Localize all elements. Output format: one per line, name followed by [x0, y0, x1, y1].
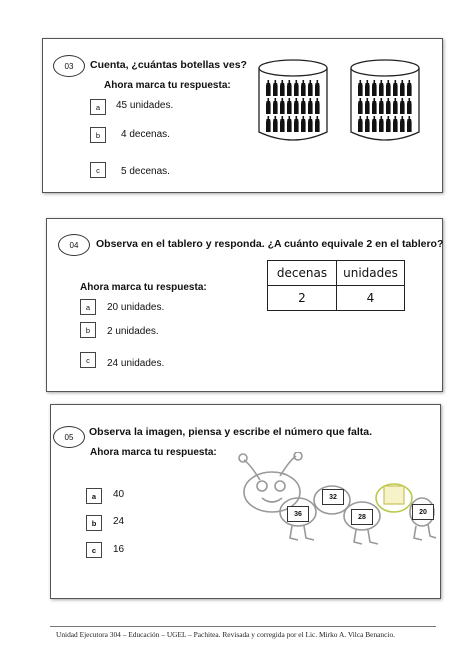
option-c-checkbox[interactable]: c: [90, 162, 106, 178]
caterpillar-number-36: 36: [287, 506, 309, 522]
option-a-label: 40: [113, 489, 125, 500]
place-value-table: [267, 260, 405, 311]
missing-number-box: [384, 486, 404, 504]
caterpillar-number-28: 28: [351, 509, 373, 525]
option-a-label: 45 unidades.: [116, 100, 174, 111]
option-c-label: 24 unidades.: [107, 358, 165, 369]
caterpillar-number-32: 32: [322, 489, 344, 505]
option-c-checkbox[interactable]: c: [86, 542, 102, 558]
option-b-checkbox[interactable]: b: [80, 322, 96, 338]
question-number-03: 03: [53, 55, 85, 77]
option-b-label: 4 decenas.: [121, 129, 170, 140]
question-03-prompt: Ahora marca tu respuesta:: [104, 80, 231, 91]
option-a-checkbox[interactable]: a: [80, 299, 96, 315]
option-b-label: 24: [113, 516, 125, 527]
footer-text: Unidad Ejecutora 304 – Educación – UGEL – Pachitea. Revisada y corregida por el Lic. Mirko A. Vilca Benancio.: [56, 630, 396, 639]
question-05-text: Observa la imagen, piensa y escribe el número que falta.: [89, 426, 373, 438]
option-c-label: 16: [113, 544, 125, 555]
table-value-decenas: 2: [268, 286, 337, 311]
option-b-label: 2 unidades.: [107, 326, 159, 337]
table-value-unidades: 4: [337, 286, 405, 311]
question-number-04: 04: [58, 234, 90, 256]
option-a-checkbox[interactable]: a: [86, 488, 102, 504]
option-a-checkbox[interactable]: a: [90, 99, 106, 115]
option-b-checkbox[interactable]: b: [86, 515, 102, 531]
bottle-crates-image: [255, 58, 431, 146]
question-04-prompt: Ahora marca tu respuesta:: [80, 282, 207, 293]
table-header-decenas: decenas: [268, 261, 337, 286]
option-a-label: 20 unidades.: [107, 302, 165, 313]
crate-right: [351, 60, 419, 140]
option-c-checkbox[interactable]: c: [80, 352, 96, 368]
question-03-text: Cuenta, ¿cuántas botellas ves?: [90, 59, 247, 71]
option-b-checkbox[interactable]: b: [90, 127, 106, 143]
caterpillar-number-20: 20: [412, 504, 434, 520]
option-c-label: 5 decenas.: [121, 166, 170, 177]
question-05-prompt: Ahora marca tu respuesta:: [90, 447, 217, 458]
question-number-05: 05: [53, 426, 85, 448]
footer-divider: [50, 626, 436, 627]
crate-left: [259, 60, 327, 140]
question-04-text: Observa en el tablero y responda. ¿A cuánto equivale 2 en el tablero?: [96, 238, 444, 250]
table-header-unidades: unidades: [337, 261, 405, 286]
